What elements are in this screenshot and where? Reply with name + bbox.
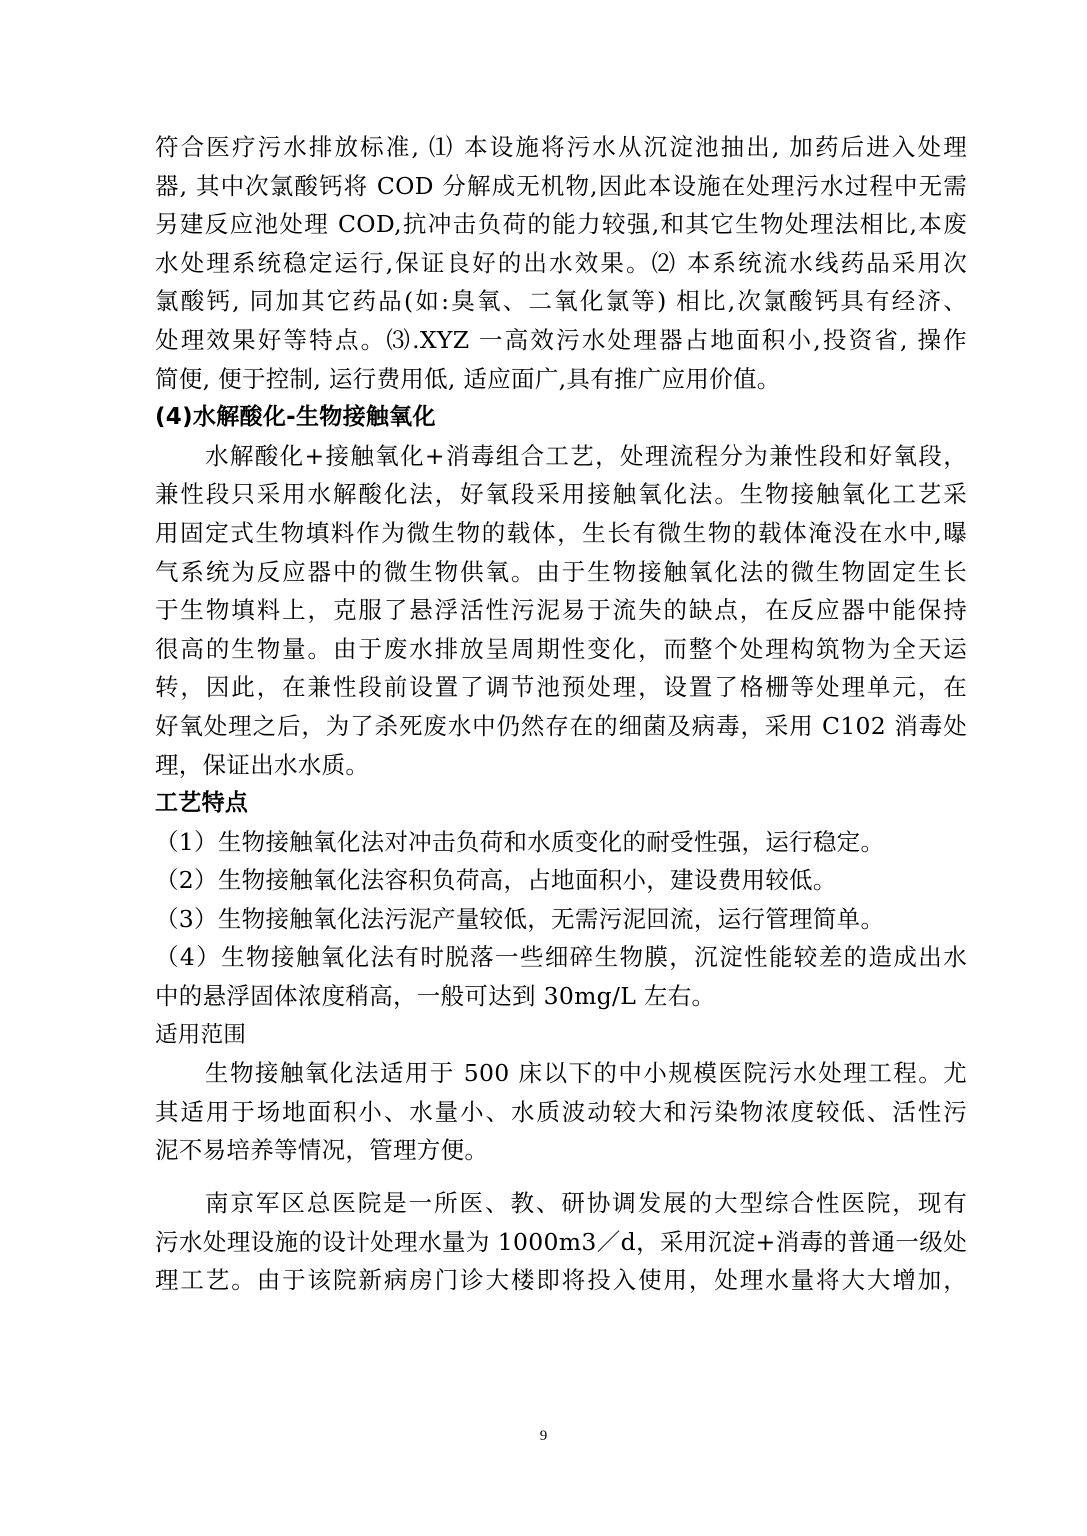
text-line: 器, 其中次氯酸钙将 COD 分解成无机物,因此本设施在处理污水过程中无需: [155, 171, 967, 200]
page-number: 9: [539, 1428, 548, 1444]
text-line: 氯酸钙, 同加其它药品(如:臭氧、二氧化氯等) 相比,次氯酸钙具有经济、: [155, 287, 967, 316]
text-line: 转，因此，在兼性段前设置了调节池预处理，设置了格栅等处理单元，在: [155, 673, 967, 702]
text-line: 兼性段只采用水解酸化法，好氧段采用接触氧化法。生物接触氧化工艺采: [155, 480, 967, 509]
text-line: 用固定式生物填料作为微生物的载体，生长有微生物的载体淹没在水中,曝: [155, 518, 967, 547]
text-line: 水处理系统稳定运行,保证良好的出水效果。⑵ 本系统流水线药品采用次: [155, 248, 967, 277]
text-line: 其适用于场地面积小、水量小、水质波动较大和污染物浓度较低、活性污: [155, 1097, 967, 1126]
list-item: （4）生物接触氧化法有时脱落一些细碎生物膜，沉淀性能较差的造成出水: [155, 943, 967, 972]
text-line: 南京军区总医院是一所医、教、研协调发展的大型综合性医院，现有: [205, 1189, 967, 1218]
section-heading: (4)水解酸化-生物接触氧化: [155, 404, 436, 431]
subsection-title: 适用范围: [155, 1021, 247, 1048]
list-item: （3）生物接触氧化法污泥产量较低，无需污泥回流，运行管理简单。: [155, 904, 885, 933]
text-line: 气系统为反应器中的微生物供氧。由于生物接触氧化法的微生物固定生长: [155, 557, 967, 586]
text-line: 泥不易培养等情况，管理方便。: [155, 1136, 489, 1165]
text-line: 另建反应池处理 COD,抗冲击负荷的能力较强,和其它生物处理法相比,本废: [155, 210, 967, 239]
list-item: （1）生物接触氧化法对冲击负荷和水质变化的耐受性强，运行稳定。: [155, 827, 885, 856]
text-line: 中的悬浮固体浓度稍高，一般可达到 30mg/L 左右。: [155, 982, 716, 1011]
text-line: 污水处理设施的设计处理水量为 1000m3／d，采用沉淀+消毒的普通一级处: [155, 1227, 967, 1256]
text-line: 理工艺。由于该院新病房门诊大楼即将投入使用，处理水量将大大增加，: [155, 1266, 967, 1295]
document-body: [155, 128, 967, 1300]
text-line: 理，保证出水水质。: [155, 750, 370, 779]
text-line: 于生物填料上，克服了悬浮活性污泥易于流失的缺点，在反应器中能保持: [155, 596, 967, 625]
text-line: 好氧处理之后，为了杀死废水中仍然存在的细菌及病毒，采用 C102 消毒处: [155, 711, 967, 740]
blank-line: [155, 1170, 967, 1184]
list-item: （2）生物接触氧化法容积负荷高，占地面积小，建设费用较低。: [155, 866, 837, 895]
text-line: 水解酸化+接触氧化+消毒组合工艺，处理流程分为兼性段和好氧段，: [205, 441, 967, 470]
section-heading: 工艺特点: [155, 790, 249, 817]
text-line: 处理效果好等特点。⑶.XYZ 一高效污水处理器占地面积小,投资省, 操作: [155, 325, 967, 354]
text-line: 很高的生物量。由于废水排放呈周期性变化，而整个处理构筑物为全天运: [155, 634, 967, 663]
text-line: 符合医疗污水排放标准, ⑴ 本设施将污水从沉淀池抽出, 加药后进入处理: [155, 133, 967, 161]
text-line: 生物接触氧化法适用于 500 床以下的中小规模医院污水处理工程。尤: [205, 1059, 967, 1088]
text-line: 简便, 便于控制, 运行费用低, 适应面广,具有推广应用价值。: [155, 364, 781, 393]
